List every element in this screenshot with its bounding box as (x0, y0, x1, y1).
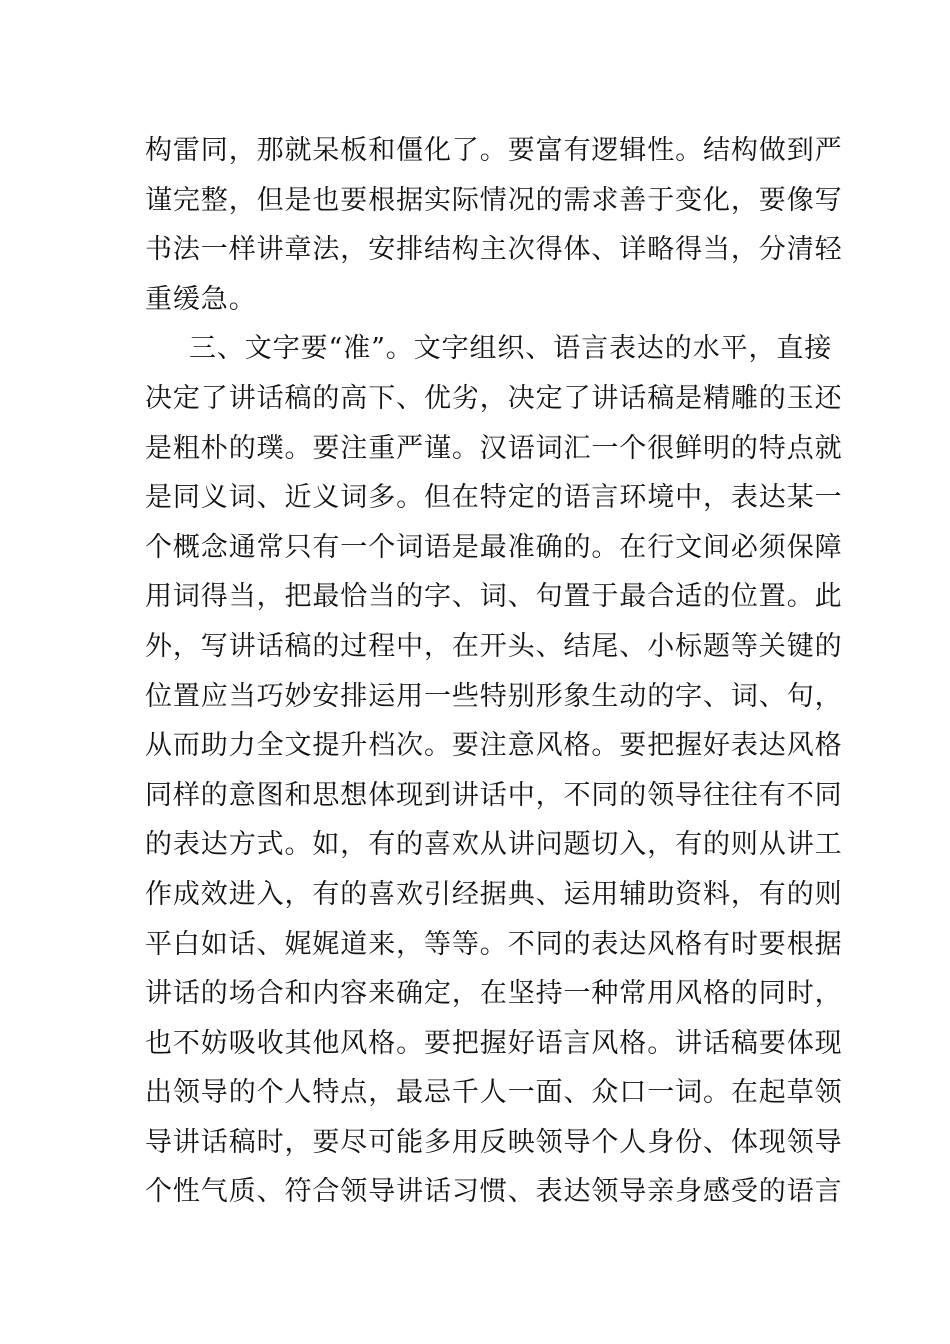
text-line: 决定了讲话稿的高下、优劣，决定了讲话稿是精雕的玉还 (145, 382, 843, 414)
text-line: 个性气质、符合领导讲话习惯、表达领导亲身感受的语言 (145, 1176, 843, 1208)
text-line: 从而助力全文提升档次。要注意风格。要把握好表达风格 (145, 730, 843, 762)
text-line: 书法一样讲章法，安排结构主次得体、详略得当，分清轻 (145, 234, 843, 266)
text-line: 外，写讲话稿的过程中，在开头、结尾、小标题等关键的 (145, 630, 843, 662)
text-line: 重缓急。 (145, 283, 257, 315)
section-three-heading-line: 三、文字要“准”。文字组织、语言表达的水平，直接 (189, 333, 833, 365)
text-line: 出领导的个人特点，最忌千人一面、众口一词。在起草领 (145, 1077, 843, 1109)
text-line: 是同义词、近义词多。但在特定的语言环境中，表达某一 (145, 482, 843, 514)
text-line: 同样的意图和思想体现到讲话中，不同的领导往往有不同 (145, 779, 843, 811)
text-line: 谨完整，但是也要根据实际情况的需求善于变化，要像写 (145, 184, 843, 216)
text-line: 用词得当，把最恰当的字、词、句置于最合适的位置。此 (145, 581, 843, 613)
text-line: 导讲话稿时，要尽可能多用反映领导个人身份、体现领导 (145, 1126, 843, 1158)
text-line: 的表达方式。如，有的喜欢从讲问题切入，有的则从讲工 (145, 829, 843, 861)
text-line: 讲话的场合和内容来确定，在坚持一种常用风格的同时， (145, 978, 843, 1010)
body-text (145, 126, 843, 1217)
text-line: 个概念通常只有一个词语是最准确的。在行文间必须保障 (145, 531, 843, 563)
text-line: 是粗朴的璞。要注重严谨。汉语词汇一个很鲜明的特点就 (145, 432, 843, 464)
text-line: 平白如话、娓娓道来，等等。不同的表达风格有时要根据 (145, 928, 843, 960)
text-line: 构雷同，那就呆板和僵化了。要富有逻辑性。结构做到严 (145, 135, 843, 166)
text-line: 位置应当巧妙安排运用一些特别形象生动的字、词、句， (145, 680, 843, 712)
text-line: 作成效进入，有的喜欢引经据典、运用辅助资料，有的则 (145, 878, 843, 910)
text-line: 也不妨吸收其他风格。要把握好语言风格。讲话稿要体现 (145, 1027, 843, 1059)
